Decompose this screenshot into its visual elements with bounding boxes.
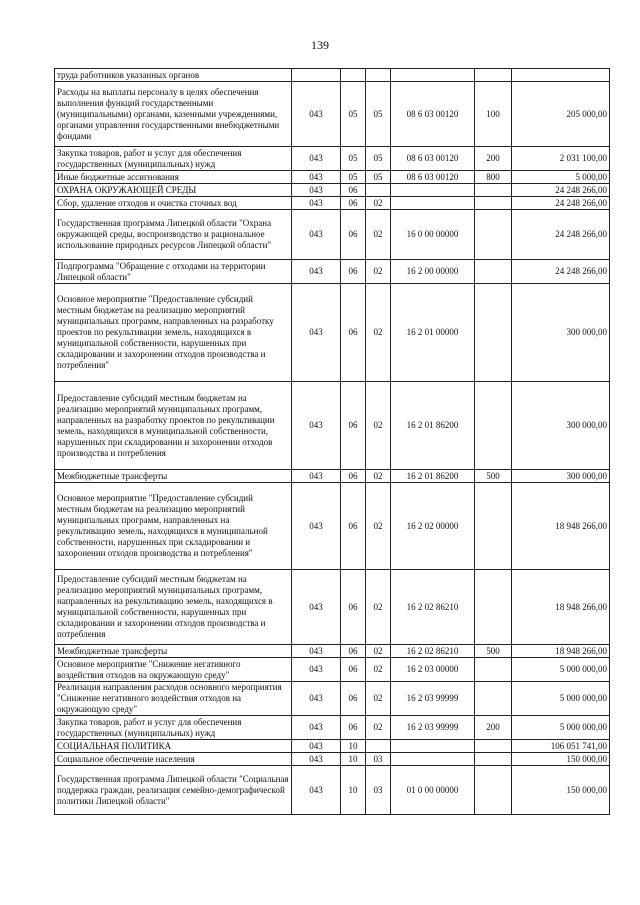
row-ved-code: 043 <box>292 147 341 171</box>
row-subsection-code: 05 <box>366 147 391 171</box>
row-target-article <box>391 753 475 766</box>
table-row <box>55 766 610 815</box>
row-section-code: 06 <box>341 260 366 284</box>
row-name: Государственная программа Липецкой области "Социальная поддержка граждан, реализация семейно-демографической политики Липецкой области" <box>55 766 292 815</box>
row-name: Основное мероприятие "Снижение негативного воздействия отходов на окружающую среду" <box>55 658 292 682</box>
row-subsection-code <box>366 740 391 753</box>
row-expense-type <box>475 184 512 197</box>
row-name: труда работников указанных органов <box>55 69 292 82</box>
row-ved-code: 043 <box>292 658 341 682</box>
row-amount: 5 000,00 <box>512 171 610 184</box>
row-ved-code: 043 <box>292 171 341 184</box>
row-expense-type <box>475 284 512 382</box>
row-amount: 300 000,00 <box>512 470 610 483</box>
row-amount: 24 248 266,00 <box>512 184 610 197</box>
row-ved-code: 043 <box>292 645 341 658</box>
row-amount: 205 000,00 <box>512 82 610 147</box>
table-row <box>55 470 610 483</box>
row-target-article: 16 2 03 00000 <box>391 658 475 682</box>
row-section-code: 10 <box>341 753 366 766</box>
row-expense-type <box>475 197 512 210</box>
row-section-code: 10 <box>341 766 366 815</box>
row-expense-type <box>475 766 512 815</box>
row-amount <box>512 69 610 82</box>
row-subsection-code: 02 <box>366 645 391 658</box>
row-expense-type <box>475 740 512 753</box>
row-amount: 150 000,00 <box>512 766 610 815</box>
table-row <box>55 658 610 682</box>
row-subsection-code: 02 <box>366 284 391 382</box>
row-amount: 5 000 000,00 <box>512 682 610 716</box>
row-section-code: 06 <box>341 382 366 470</box>
row-amount: 18 948 266,00 <box>512 570 610 645</box>
row-amount: 2 031 100,00 <box>512 147 610 171</box>
row-section-code: 06 <box>341 483 366 570</box>
table-row <box>55 570 610 645</box>
row-subsection-code: 03 <box>366 753 391 766</box>
row-section-code: 06 <box>341 716 366 740</box>
row-expense-type <box>475 658 512 682</box>
table-row <box>55 645 610 658</box>
row-subsection-code: 05 <box>366 82 391 147</box>
table-row <box>55 69 610 82</box>
row-expense-type <box>475 260 512 284</box>
row-section-code: 05 <box>341 147 366 171</box>
row-expense-type <box>475 210 512 260</box>
row-subsection-code <box>366 69 391 82</box>
row-target-article: 08 6 03 00120 <box>391 171 475 184</box>
row-amount: 18 948 266,00 <box>512 483 610 570</box>
table-row <box>55 171 610 184</box>
row-ved-code: 043 <box>292 753 341 766</box>
row-subsection-code: 02 <box>366 570 391 645</box>
row-ved-code: 043 <box>292 382 341 470</box>
row-section-code <box>341 69 366 82</box>
row-subsection-code: 02 <box>366 716 391 740</box>
row-name: Расходы на выплаты персоналу в целях обеспечения выполнения функций государственными (муниципальными) органами, казенными учреждениями, органами управления государственными внебюджетными фондами <box>55 82 292 147</box>
row-name: Основное мероприятие "Предоставление субсидий местным бюджетам на реализацию мероприятий муниципальных программ, направленных на рекультивацию земель, находящихся в муниципальной собственности, нарушенных при складировании и захоронении отходов производства и потребления" <box>55 483 292 570</box>
row-ved-code: 043 <box>292 82 341 147</box>
row-section-code: 06 <box>341 658 366 682</box>
table-row <box>55 753 610 766</box>
row-target-article <box>391 69 475 82</box>
table-row <box>55 197 610 210</box>
row-expense-type: 100 <box>475 82 512 147</box>
row-subsection-code: 02 <box>366 470 391 483</box>
row-name: Основное мероприятие "Предоставление субсидий местным бюджетам на реализацию мероприятий муниципальных программ, направленных на разработку проектов по рекультивации земель, находящихся в муниципальной собственности, нарушенных при складировании и захоронении отходов производства и потребления" <box>55 284 292 382</box>
row-ved-code: 043 <box>292 470 341 483</box>
row-amount: 18 948 266,00 <box>512 645 610 658</box>
row-ved-code: 043 <box>292 766 341 815</box>
row-expense-type <box>475 570 512 645</box>
table-row <box>55 82 610 147</box>
row-name: Реализация направления расходов основного мероприятия "Снижение негативного воздействия отходов на окружающую среду" <box>55 682 292 716</box>
row-amount: 5 000 000,00 <box>512 658 610 682</box>
row-section-code: 10 <box>341 740 366 753</box>
row-section-code: 06 <box>341 284 366 382</box>
row-ved-code: 043 <box>292 740 341 753</box>
row-subsection-code: 02 <box>366 658 391 682</box>
row-expense-type <box>475 483 512 570</box>
row-amount: 150 000,00 <box>512 753 610 766</box>
row-amount: 106 051 741,00 <box>512 740 610 753</box>
row-ved-code: 043 <box>292 284 341 382</box>
row-section-code: 05 <box>341 171 366 184</box>
row-target-article: 08 6 03 00120 <box>391 82 475 147</box>
row-target-article: 16 2 03 99999 <box>391 716 475 740</box>
row-target-article: 16 2 02 00000 <box>391 483 475 570</box>
table-row <box>55 147 610 171</box>
row-section-code: 06 <box>341 645 366 658</box>
row-subsection-code: 02 <box>366 382 391 470</box>
row-expense-type <box>475 69 512 82</box>
row-name: Социальное обеспечение населения <box>55 753 292 766</box>
row-amount: 24 248 266,00 <box>512 260 610 284</box>
row-ved-code: 043 <box>292 197 341 210</box>
row-name: СОЦИАЛЬНАЯ ПОЛИТИКА <box>55 740 292 753</box>
row-expense-type: 800 <box>475 171 512 184</box>
row-target-article: 16 2 01 00000 <box>391 284 475 382</box>
row-target-article: 16 2 00 00000 <box>391 260 475 284</box>
row-name: Сбор, удаление отходов и очистка сточных вод <box>55 197 292 210</box>
row-amount: 24 248 266,00 <box>512 197 610 210</box>
row-name: ОХРАНА ОКРУЖАЮЩЕЙ СРЕДЫ <box>55 184 292 197</box>
row-ved-code: 043 <box>292 260 341 284</box>
row-target-article: 16 2 02 86210 <box>391 570 475 645</box>
table-row <box>55 740 610 753</box>
row-amount: 300 000,00 <box>512 382 610 470</box>
row-section-code: 06 <box>341 210 366 260</box>
row-target-article: 01 0 00 00000 <box>391 766 475 815</box>
row-name: Межбюджетные трансферты <box>55 470 292 483</box>
row-target-article: 16 0 00 00000 <box>391 210 475 260</box>
row-section-code: 06 <box>341 470 366 483</box>
row-section-code: 05 <box>341 82 366 147</box>
row-expense-type: 500 <box>475 645 512 658</box>
row-name: Предоставление субсидий местным бюджетам на реализацию мероприятий муниципальных программ, направленных на рекультивацию земель, находящихся в муниципальной собственности, нарушенных при складировании и захоронении отходов производства и потребления <box>55 570 292 645</box>
row-name: Иные бюджетные ассигнования <box>55 171 292 184</box>
row-expense-type: 200 <box>475 716 512 740</box>
row-subsection-code: 02 <box>366 682 391 716</box>
table-row <box>55 260 610 284</box>
row-target-article: 16 2 02 86210 <box>391 645 475 658</box>
row-target-article: 16 2 03 99999 <box>391 682 475 716</box>
row-section-code: 06 <box>341 197 366 210</box>
row-name: Закупка товаров, работ и услуг для обеспечения государственных (муниципальных) нужд <box>55 716 292 740</box>
row-expense-type <box>475 682 512 716</box>
row-section-code: 06 <box>341 682 366 716</box>
row-subsection-code: 02 <box>366 197 391 210</box>
row-subsection-code: 02 <box>366 483 391 570</box>
row-ved-code: 043 <box>292 682 341 716</box>
table-row <box>55 483 610 570</box>
table-row <box>55 682 610 716</box>
table-row <box>55 382 610 470</box>
budget-table <box>54 68 610 815</box>
row-name: Подпрограмма "Обращение с отходами на территории Липецкой области" <box>55 260 292 284</box>
row-subsection-code: 02 <box>366 260 391 284</box>
row-expense-type: 200 <box>475 147 512 171</box>
table-row <box>55 716 610 740</box>
row-ved-code: 043 <box>292 716 341 740</box>
row-target-article: 16 2 01 86200 <box>391 382 475 470</box>
row-target-article <box>391 197 475 210</box>
row-name: Предоставление субсидий местным бюджетам на реализацию мероприятий муниципальных программ, направленных на разработку проектов по рекультивации земель, находящихся в муниципальной собственности, нарушенных при складировании и захоронении отходов производства и потребления <box>55 382 292 470</box>
row-target-article <box>391 184 475 197</box>
row-amount: 300 000,00 <box>512 284 610 382</box>
row-expense-type <box>475 382 512 470</box>
row-ved-code <box>292 69 341 82</box>
table-row <box>55 184 610 197</box>
row-target-article: 16 2 01 86200 <box>391 470 475 483</box>
page-number: 139 <box>311 38 329 52</box>
row-target-article <box>391 740 475 753</box>
row-subsection-code: 03 <box>366 766 391 815</box>
row-expense-type: 500 <box>475 470 512 483</box>
table-row <box>55 210 610 260</box>
row-expense-type <box>475 753 512 766</box>
row-name: Закупка товаров, работ и услуг для обеспечения государственных (муниципальных) нужд <box>55 147 292 171</box>
row-amount: 24 248 266,00 <box>512 210 610 260</box>
row-amount: 5 000 000,00 <box>512 716 610 740</box>
row-subsection-code <box>366 184 391 197</box>
row-ved-code: 043 <box>292 483 341 570</box>
row-subsection-code: 05 <box>366 171 391 184</box>
table-row <box>55 284 610 382</box>
row-ved-code: 043 <box>292 210 341 260</box>
row-name: Государственная программа Липецкой области "Охрана окружающей среды, воспроизводство и рациональное использование природных ресурсов Липецкой области" <box>55 210 292 260</box>
row-ved-code: 043 <box>292 184 341 197</box>
row-name: Межбюджетные трансферты <box>55 645 292 658</box>
table-body <box>55 69 610 815</box>
row-ved-code: 043 <box>292 570 341 645</box>
row-section-code: 06 <box>341 184 366 197</box>
row-subsection-code: 02 <box>366 210 391 260</box>
row-section-code: 06 <box>341 570 366 645</box>
row-target-article: 08 6 03 00120 <box>391 147 475 171</box>
